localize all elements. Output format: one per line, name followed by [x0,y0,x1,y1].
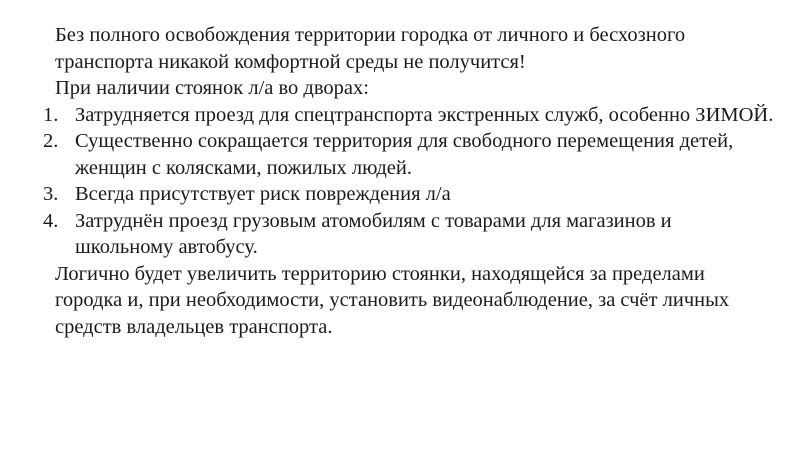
conclusion-paragraph: Логично будет увеличить территорию стоянки, находящейся за пределами городка и, при необходимости, установить видеонаблюдение, за счёт личных средств владельцев транспорта. [55,262,730,338]
intro-paragraph: Без полного освобождения территории городка от личного и бесхозного транспорта никакой комфортной среды не получится! [55,24,686,73]
list-item [43,128,775,181]
list-item-text: Всегда присутствует риск повреждения л/а [75,183,451,205]
list-item-text: Затруднён проезд грузовым атомобилям с товарами для магазинов и школьному автобусу. [75,209,672,258]
numbered-list [43,102,775,261]
slide-text-block [43,22,775,340]
list-number: 4. [43,209,59,232]
list-item-text: Существенно сокращается территория для свободного перемещения детей, женщин с колясками, пожилых людей. [75,130,734,179]
list-number: 2. [43,130,59,152]
list-item [43,181,775,208]
list-heading: При наличии стоянок л/а во дворах: [55,77,369,99]
list-item-text: Затрудняется проезд для спецтранспорта экстренных служб, особенно ЗИМОЙ. [75,103,774,126]
list-number: 3. [43,183,59,205]
list-number: 1. [43,103,59,126]
list-item [43,208,775,261]
list-item [43,102,775,129]
